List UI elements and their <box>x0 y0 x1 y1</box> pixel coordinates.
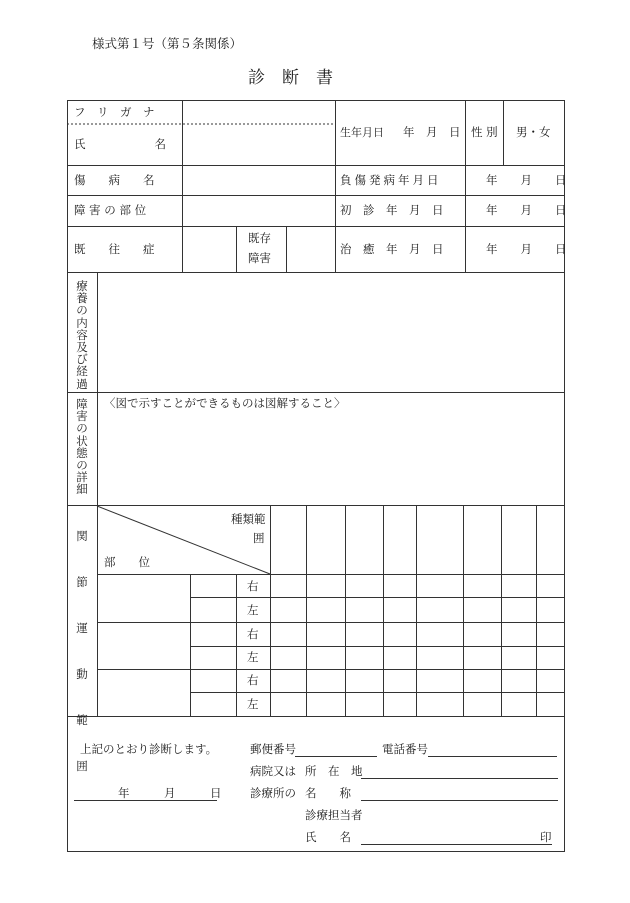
dob-value[interactable]: 年 月 日 <box>403 125 461 139</box>
first-exam-value[interactable]: 年 月 日 <box>486 203 567 217</box>
side-right-3: 右 <box>247 673 259 687</box>
doctor-name-input[interactable] <box>361 828 538 844</box>
form-reference: 様式第１号（第５条関係） <box>92 36 243 51</box>
side-right-2: 右 <box>247 627 259 641</box>
side-left-2: 左 <box>247 650 259 664</box>
doctor-label: 診療担当者 <box>305 808 363 822</box>
condition-note: 〈図で示すことができるものは図解すること〉 <box>104 396 346 410</box>
phone-input[interactable] <box>428 740 557 756</box>
diagnosis-date[interactable]: 年 月 日 <box>118 786 222 800</box>
furigana-label: フ リ ガ ナ <box>74 105 155 119</box>
seal-mark: 印 <box>540 830 552 844</box>
diagnosis-statement: 上記のとおり診断します。 <box>80 742 218 756</box>
disability-site-input[interactable] <box>184 197 334 225</box>
history-label: 既 往 症 <box>74 242 155 256</box>
sex-label: 性 別 <box>471 125 498 139</box>
condition-input[interactable] <box>99 414 563 504</box>
facility-name-input[interactable] <box>361 784 558 800</box>
rom-vertical-label: 関節運動範囲 <box>76 529 88 773</box>
injury-name-input[interactable] <box>184 167 334 194</box>
hospital-or-label: 病院又は <box>250 764 296 778</box>
healed-value[interactable]: 年 月 日 <box>486 242 567 256</box>
part-label: 部 位 <box>104 555 150 569</box>
dob-label: 生年月日 <box>340 126 384 139</box>
existing-disability-label-1: 既存 <box>248 231 271 245</box>
healed-label: 治 癒 年 月 日 <box>340 242 444 256</box>
history-input[interactable] <box>184 228 235 271</box>
injury-name-label: 傷 病 名 <box>74 173 155 187</box>
treatment-label: 療養の内容及び経過 <box>76 279 88 391</box>
furigana-input[interactable] <box>184 101 334 123</box>
existing-disability-input[interactable] <box>288 228 334 271</box>
side-right-1: 右 <box>247 579 259 593</box>
disability-site-label: 障 害 の 部 位 <box>74 203 147 217</box>
sex-options[interactable]: 男・女 <box>516 125 551 139</box>
injury-date-value[interactable]: 年 月 日 <box>486 173 567 187</box>
clinic-of-label: 診療所の <box>250 786 296 800</box>
type-range-label-2: 囲 <box>253 531 265 545</box>
address-label: 所 在 地 <box>305 764 363 778</box>
postal-code-input[interactable] <box>295 740 377 756</box>
name-input[interactable] <box>184 125 334 164</box>
condition-label: 障害の状態の詳細 <box>76 397 88 497</box>
existing-disability-label-2: 障害 <box>248 251 271 265</box>
postal-code-label: 郵便番号 <box>250 742 296 756</box>
injury-date-label: 負傷発病年月日 <box>340 173 442 187</box>
treatment-input[interactable] <box>99 274 563 391</box>
name-label: 氏 名 <box>74 137 166 151</box>
side-left-1: 左 <box>247 603 259 617</box>
doctor-name-label: 氏 名 <box>305 830 351 844</box>
side-left-3: 左 <box>247 697 259 711</box>
document-title: 診 断 書 <box>248 68 333 88</box>
address-input[interactable] <box>361 762 558 778</box>
first-exam-label: 初 診 年 月 日 <box>340 203 444 217</box>
facility-name-label: 名 称 <box>305 786 351 800</box>
phone-label: 電話番号 <box>382 742 428 756</box>
type-range-label-1: 種類範 <box>231 512 266 526</box>
